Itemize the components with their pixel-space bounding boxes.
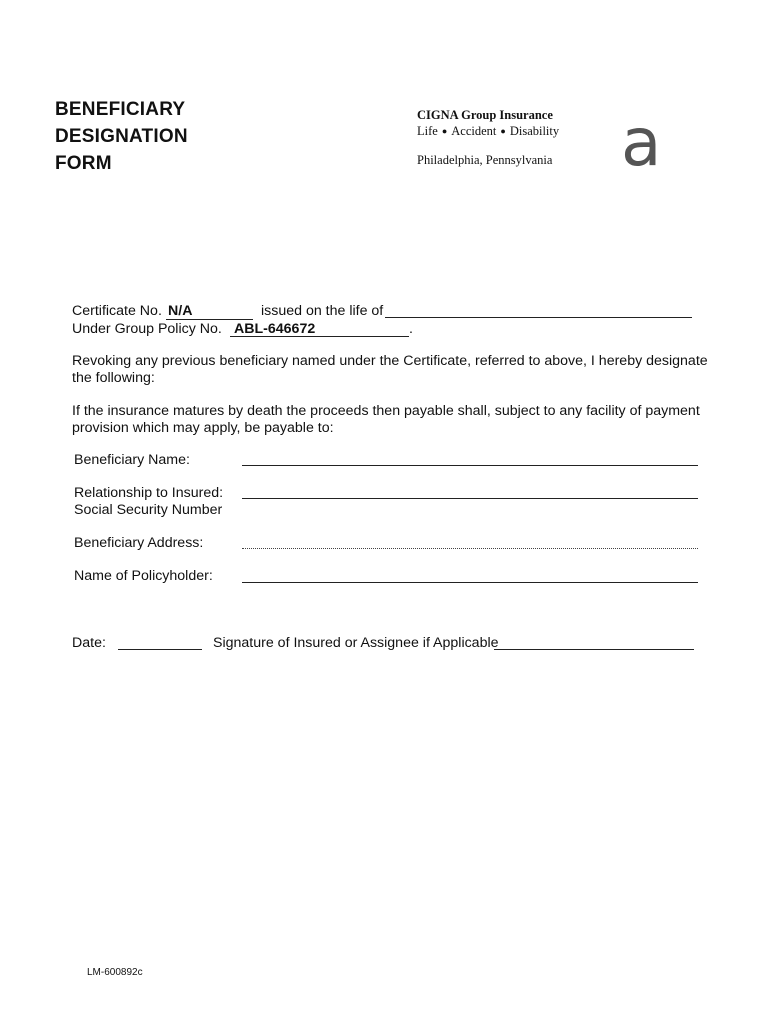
life-of-label: issued on the life of	[261, 303, 384, 319]
beneficiary-address-label: Beneficiary Address:	[74, 535, 204, 551]
policy-label: Under Group Policy No.	[72, 321, 222, 337]
certificate-number	[168, 302, 192, 320]
form-title	[55, 96, 275, 177]
date-label: Date:	[72, 635, 106, 651]
company-logo: a	[621, 104, 662, 181]
bullet-icon: ●	[441, 126, 448, 136]
bullet-icon: ●	[500, 126, 506, 136]
lines-of-business	[417, 123, 559, 139]
date-field[interactable]	[118, 649, 202, 650]
policyholder-field[interactable]	[242, 582, 698, 583]
beneficiary-address-field[interactable]	[242, 548, 698, 549]
maturity-text-line-2: provision which may apply, be payable to:	[72, 420, 334, 436]
beneficiary-name-label: Beneficiary Name:	[74, 452, 190, 468]
form-title-line-3: FORM	[55, 153, 112, 174]
beneficiary-name-field[interactable]	[242, 465, 698, 466]
form-number: LM-600892c	[87, 967, 143, 978]
company-name: CIGNA Group Insurance	[417, 108, 553, 122]
policy-number-underline	[230, 336, 409, 337]
certificate-line	[72, 302, 162, 320]
line-disability: Disability	[509, 124, 560, 138]
line-life: Life	[417, 124, 438, 138]
form-title-line-2: DESIGNATION	[55, 126, 188, 147]
certificate-number-value: N/A	[168, 303, 193, 319]
certificate-label: Certificate No.	[72, 303, 162, 319]
policyholder-label: Name of Policyholder:	[74, 568, 213, 584]
insured-name-field[interactable]	[385, 317, 692, 318]
ssn-label: Social Security Number	[74, 502, 223, 518]
relationship-label: Relationship to Insured:	[74, 485, 224, 501]
company-block	[417, 107, 559, 168]
signature-field[interactable]	[494, 649, 694, 650]
policy-end-mark: .	[409, 321, 413, 337]
policy-number-value: ABL-646672	[234, 321, 316, 337]
signature-label: Signature of Insured or Assignee if Applicable	[213, 635, 499, 651]
form-title-line-1: BENEFICIARY	[55, 99, 186, 120]
line-accident: Accident	[451, 124, 497, 138]
revoking-text-line-1: Revoking any previous beneficiary named under the Certificate, referred to above, I hereby designate	[72, 353, 708, 369]
revoking-text-line-2: the following:	[72, 370, 155, 386]
maturity-text-line-1: If the insurance matures by death the proceeds then payable shall, subject to any facility of payment	[72, 403, 700, 419]
relationship-field[interactable]	[242, 498, 698, 499]
company-location: Philadelphia, Pennsylvania	[417, 153, 553, 167]
